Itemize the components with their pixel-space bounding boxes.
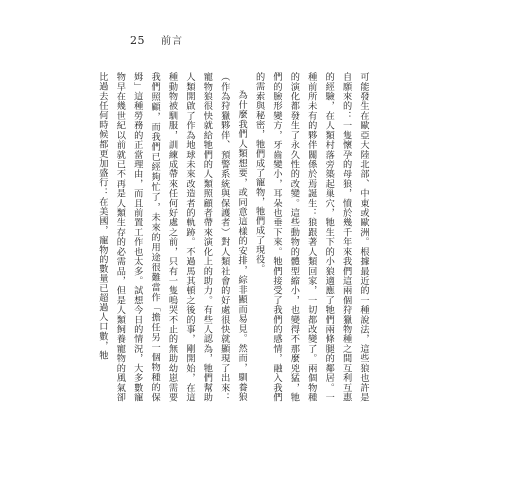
paragraph: 為什麼我們人類想要，或同意這樣的安排，綜非顯而易見。然而，馴養狼（作為狩獵夥伴、預警系統與保護者）對人類社會的好處很快就顯現了出來：寵物狼很快就給牠們的人類照顧者帶來演化上的助力。有些人認為，牠們幫助人類開啟了作為地球未來改造者的軌跡。不過馬其頓之後的事，剛開始，在這種動物被馴服，訓練成帶來任何好處之前，只有一隻嗚哭不止的無助幼崽需要我們照顧，而我們已經夠忙了，未來的用途很難當作「擔任另一個物種的保姆」這種勞務的正當理由，而且前置工作也太多。試想今日的情況，大多數寵物早在幾世紀以前就已不再是人類生存的必需品，但是人類飼養寵物的風氣卻比過去任何時候都更加盛行：在美國，寵物的數量已超過人口數，牠	[96, 72, 248, 402]
running-title: 前言	[161, 36, 183, 47]
page-header	[130, 32, 183, 47]
paragraph: 可能發生在歐亞大陸北部、中東或歐洲。根據最近的一種說法，這些狼也許是自願來的：一隻懷孕的母狼，憤於幾千年來我們這兩個狩獵物種之間互利互惠的經驗，在人類村落旁築起巢穴，牠生下的小狼適應了牠們兩條腿的鄰居。一種前所未有的夥伴關係於焉誕生：狼跟著人類回家，一切都改變了。兩個物種的演化都發生了永久性的改變。這些動物的體型縮小，也變得不那麼兇猛，牠們的臉形變方，牙齒變小，耳朵也垂下來。牠們接受了我們的感情，融入我們的需索與秘密，牠們成了寵物，牠們成了現役。	[253, 72, 369, 402]
body-text	[96, 72, 372, 402]
page-number: 25	[130, 34, 145, 47]
